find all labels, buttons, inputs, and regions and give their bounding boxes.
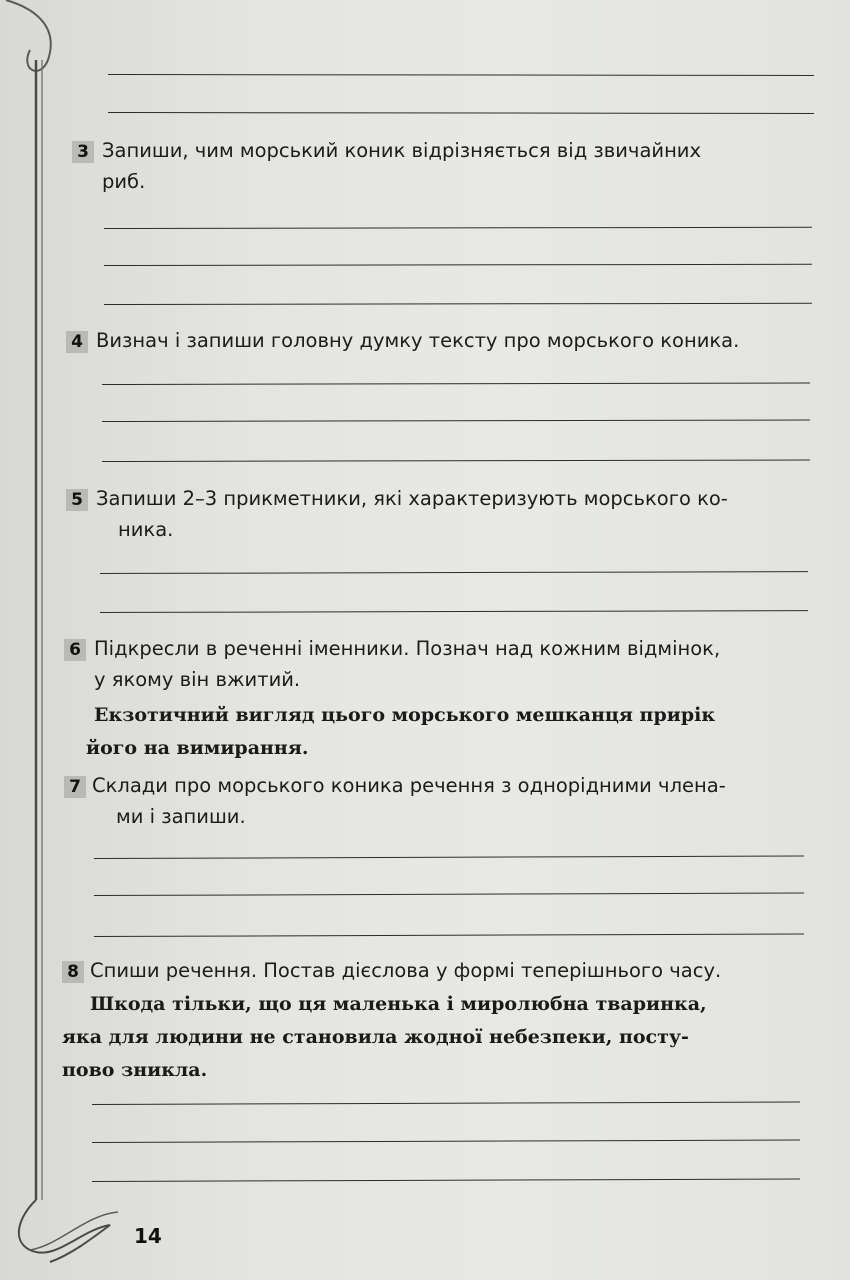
answer-line[interactable] [92, 1102, 800, 1105]
answer-line[interactable] [100, 571, 808, 574]
task-instruction: Визнач і запиши головну думку тексту про морського коника. [96, 329, 740, 352]
answer-line[interactable] [94, 893, 804, 896]
task-sentence: Шкода тільки, що ця маленька і миролюбна тваринка, яка для людини не становила жодної небезпеки, посту- пово зникла. [62, 993, 707, 1081]
answer-line[interactable] [108, 74, 814, 76]
task-number: 4 [66, 331, 88, 353]
answer-line[interactable] [108, 112, 814, 114]
task-5 [66, 483, 811, 545]
task-6 [64, 633, 812, 765]
answer-line[interactable] [104, 227, 812, 229]
task-4 [66, 325, 811, 356]
task-instruction: Запиши, чим морський коник відрізняється від звичайних риб. [102, 139, 702, 193]
page-number: 14 [134, 1224, 162, 1248]
answer-line[interactable] [94, 934, 804, 937]
answer-line[interactable] [92, 1140, 800, 1143]
answer-line[interactable] [102, 420, 810, 422]
answer-line[interactable] [100, 610, 808, 613]
task-instruction: Склади про морського коника речення з однорідними члена- ми і запиши. [92, 774, 726, 828]
task-number: 5 [66, 489, 88, 511]
task-number: 3 [72, 141, 94, 163]
answer-line[interactable] [104, 264, 812, 266]
task-instruction: Підкресли в реченні іменники. Познач над кожним відмінок, у якому він вжитий. [94, 637, 721, 691]
answer-line[interactable] [102, 460, 810, 462]
answer-line[interactable] [94, 856, 804, 859]
task-number: 8 [62, 961, 84, 983]
task-sentence: Екзотичний вигляд цього морського мешканця прирік його на вимирання. [86, 704, 716, 759]
answer-line[interactable] [102, 383, 810, 385]
task-instruction: Спиши речення. Постав дієслова у формі теперішнього часу. [90, 959, 722, 982]
task-number: 7 [64, 776, 86, 798]
task-7 [64, 770, 810, 832]
task-3 [72, 135, 812, 197]
task-number: 6 [64, 639, 86, 661]
task-instruction: Запиши 2–3 прикметники, які характеризують морського ко- ника. [96, 487, 728, 541]
answer-line[interactable] [104, 303, 812, 305]
task-8 [62, 955, 808, 1087]
answer-line[interactable] [92, 1179, 800, 1182]
